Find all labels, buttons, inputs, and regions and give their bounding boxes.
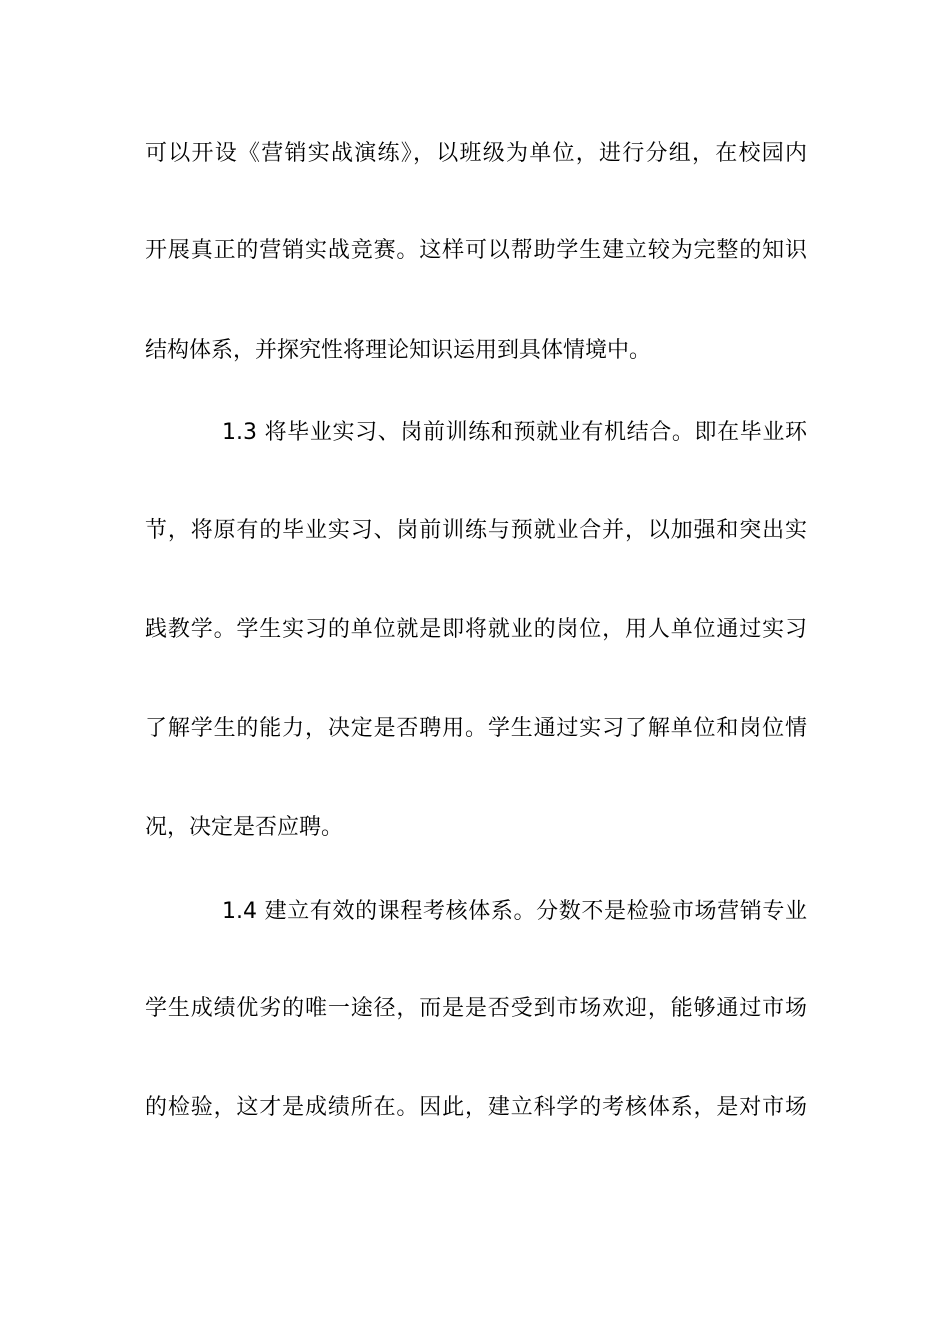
section-heading-line-1-3: 1.3 将毕业实习、岗前训练和预就业有机结合。即在毕业环: [222, 420, 807, 445]
paragraph-line: 结构体系，并探究性将理论知识运用到具体情境中。: [145, 338, 652, 363]
section-heading-line-1-4: 1.4 建立有效的课程考核体系。分数不是检验市场营销专业: [222, 899, 807, 924]
paragraph-line: 学生成绩优劣的唯一途径，而是是否受到市场欢迎，能够通过市场: [145, 996, 807, 1021]
paragraph-line: 的检验，这才是成绩所在。因此，建立科学的考核体系，是对市场: [145, 1095, 807, 1120]
paragraph-line: 了解学生的能力，决定是否聘用。学生通过实习了解单位和岗位情: [145, 716, 807, 741]
paragraph-line: 节，将原有的毕业实习、岗前训练与预就业合并，以加强和突出实: [145, 518, 807, 543]
paragraph-line: 践教学。学生实习的单位就是即将就业的岗位，用人单位通过实习: [145, 617, 807, 642]
paragraph-line: 况，决定是否应聘。: [145, 815, 344, 840]
paragraph-line: 可以开设《营销实战演练》，以班级为单位，进行分组，在校园内: [145, 141, 807, 166]
paragraph-line: 开展真正的营销实战竞赛。这样可以帮助学生建立较为完整的知识: [145, 238, 807, 263]
